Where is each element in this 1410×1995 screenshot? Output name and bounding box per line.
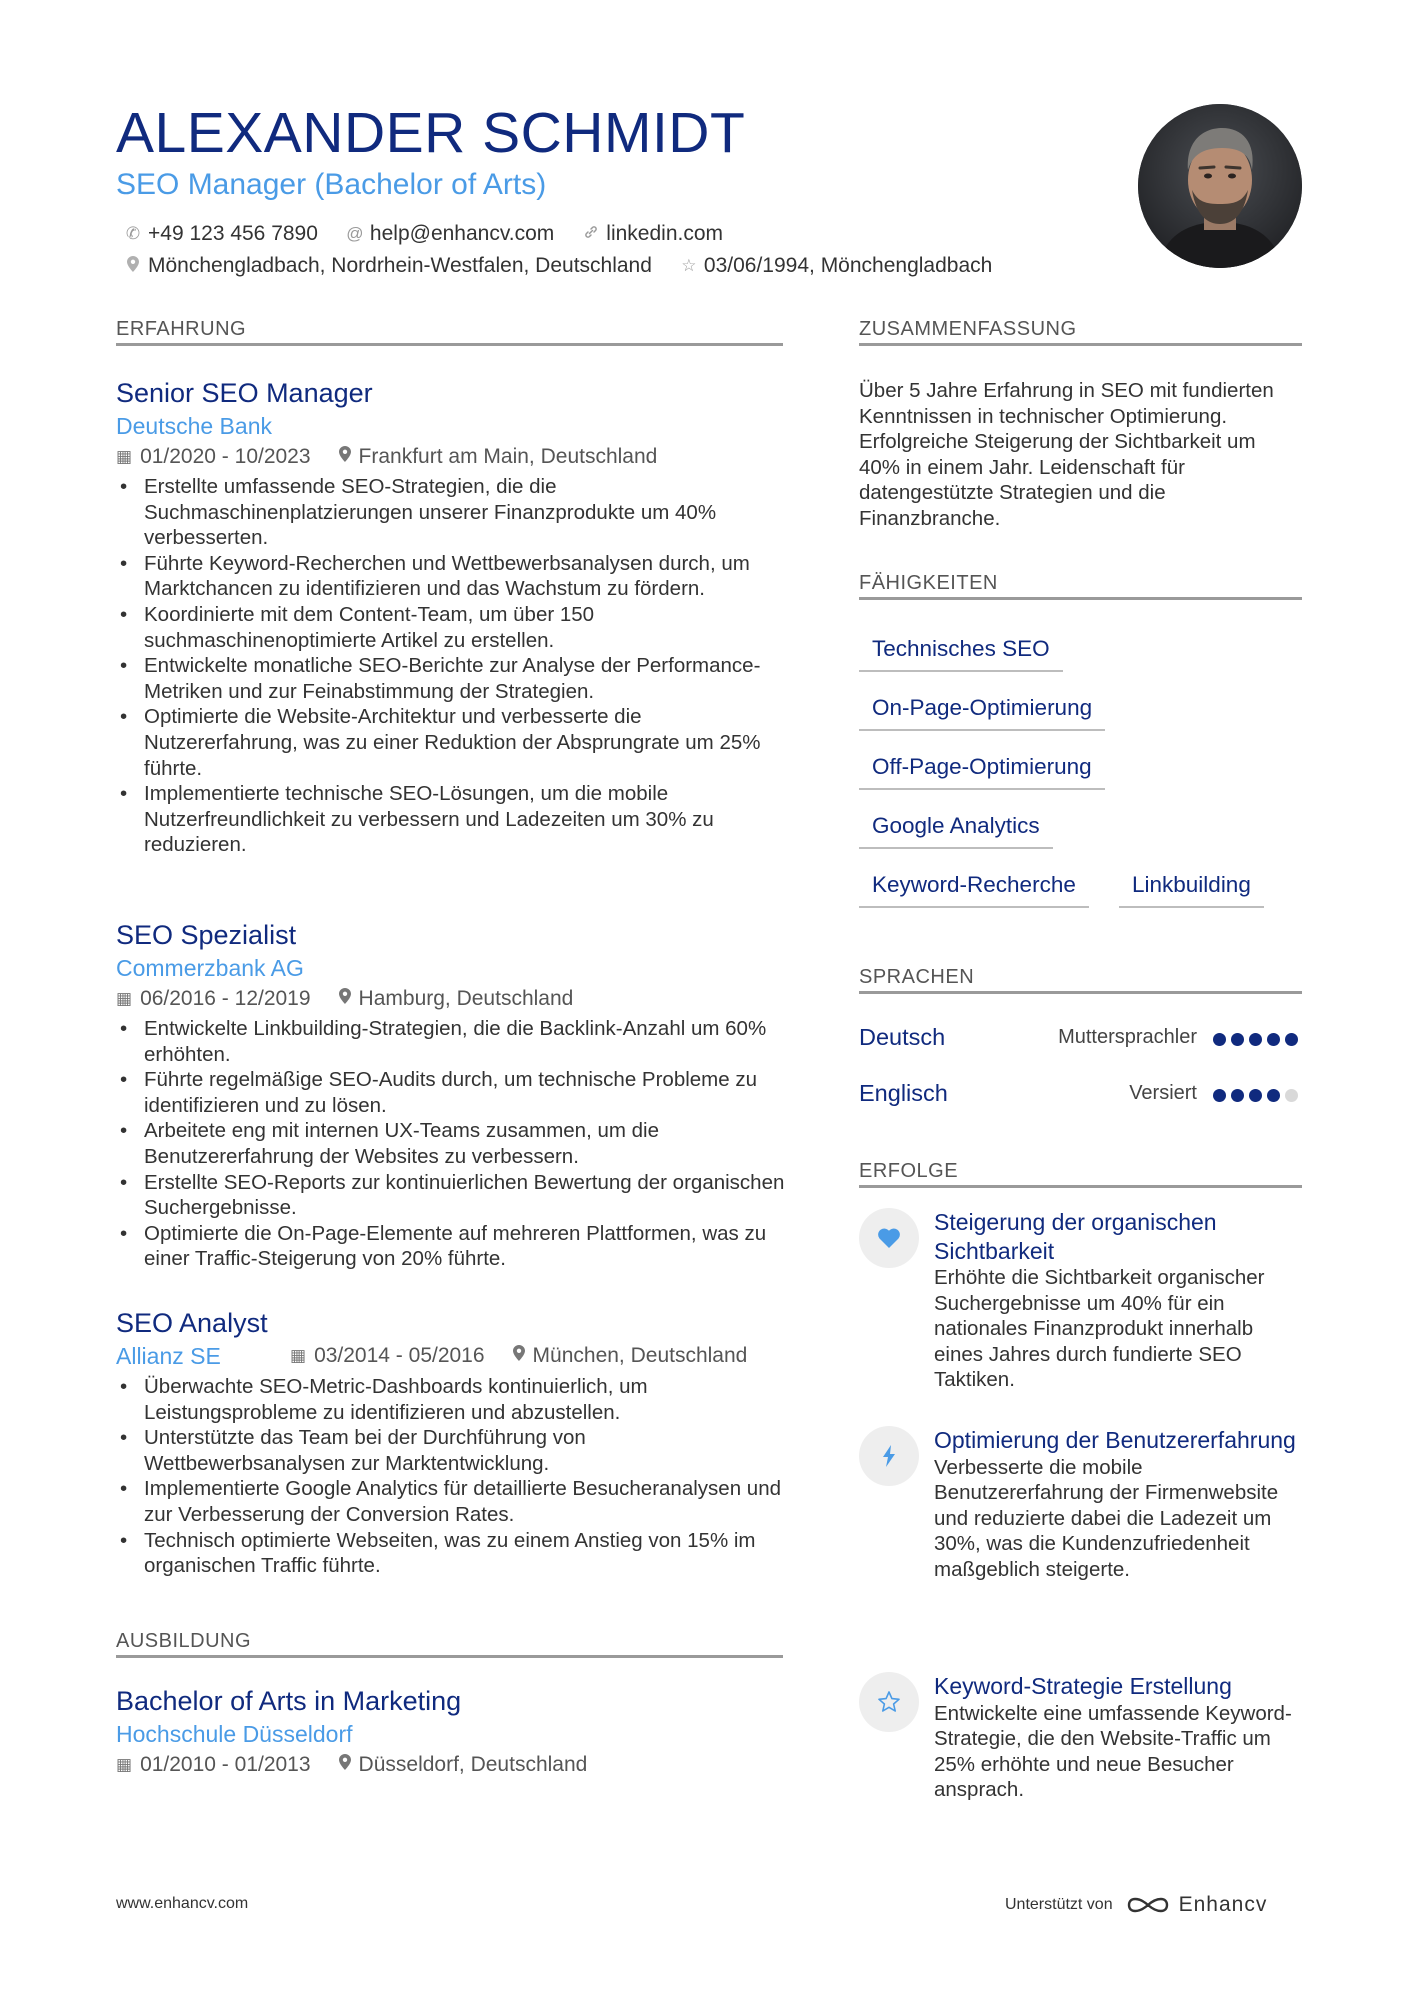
map-pin-icon <box>339 1750 351 1780</box>
linkedin-text[interactable]: linkedin.com <box>606 222 724 245</box>
email-text[interactable]: help@enhancv.com <box>369 222 555 245</box>
rating-dot <box>1267 1033 1280 1046</box>
job-dates: 06/2016 - 12/2019 <box>140 987 311 1010</box>
email-item[interactable] <box>346 222 554 246</box>
bullet-item: • Arbeitete eng mit internen UX-Teams zusammen, um die Benutzererfahrung der Websites zu verbessern. <box>144 1118 788 1169</box>
achievement-desc: Verbesserte die mobile Benutzererfahrung der Firmenwebsite und reduzierte dabei die Ladezeit um 30%, was die Kundenzufriedenheit maßgeblich steigerte. <box>934 1455 1279 1581</box>
education-dates: 01/2010 - 01/2013 <box>140 1753 311 1776</box>
job-title: SEO Analyst <box>116 1308 268 1338</box>
bullet-item: • Erstellte umfassende SEO-Strategien, die die Suchmaschinenplatzierungen unserer Finanzprodukte um 40% verbesserten. <box>144 474 788 551</box>
job-bullets <box>116 474 788 858</box>
bullet-item: • Überwachte SEO-Metric-Dashboards kontinuierlich, um Leistungsprobleme zu identifizieren und abzustellen. <box>144 1374 788 1425</box>
link-icon <box>582 224 600 245</box>
calendar-icon: ▦ <box>290 1346 307 1365</box>
language-name: Englisch <box>859 1080 948 1106</box>
achievement-title: Steigerung der organischen Sichtbarkeit <box>934 1209 1217 1264</box>
map-pin-icon <box>339 984 351 1014</box>
job-title: SEO Spezialist <box>116 920 297 950</box>
job-entry <box>116 918 788 1272</box>
job-entry <box>116 1306 788 1579</box>
heart-icon <box>859 1208 919 1268</box>
job-meta <box>116 984 788 1014</box>
map-pin-icon <box>339 442 351 472</box>
skill-tag: Off-Page-Optimierung <box>859 752 1105 790</box>
bullet-item: • Optimierte die Website-Architektur und verbesserte die Nutzererfahrung, was zu einer Reduktion der Absprungrate um 25% führte. <box>144 704 788 781</box>
section-title-summary: ZUSAMMENFASSUNG <box>859 318 1302 346</box>
linkedin-item[interactable] <box>582 222 723 246</box>
phone-text: +49 123 456 7890 <box>148 222 318 245</box>
bullet-item: • Entwickelte Linkbuilding-Strategien, die die Backlink-Anzahl um 60% erhöhten. <box>144 1016 788 1067</box>
contact-row-2 <box>124 254 1020 278</box>
rating-dot <box>1213 1033 1226 1046</box>
at-icon: @ <box>346 224 364 243</box>
achievement-item <box>934 1672 1306 1803</box>
section-title-achievements: ERFOLGE <box>859 1160 1302 1188</box>
education-entry <box>116 1684 788 1780</box>
job-bullets <box>116 1016 788 1272</box>
bullet-item: • Implementierte Google Analytics für detaillierte Besucheranalysen und zur Verbesserung der Conversion Rates. <box>144 1476 788 1527</box>
phone-icon: ✆ <box>125 224 141 243</box>
language-name: Deutsch <box>859 1024 946 1050</box>
job-dates: 03/2014 - 05/2016 <box>314 1344 485 1367</box>
skill-tag: Technisches SEO <box>859 634 1063 672</box>
school-name: Hochschule Düsseldorf <box>116 1721 353 1747</box>
skill-tag: Google Analytics <box>859 811 1053 849</box>
language-rating <box>1213 1089 1303 1102</box>
contact-row-1 <box>124 222 751 246</box>
education-meta <box>116 1750 788 1780</box>
rating-dot <box>1285 1033 1298 1046</box>
star-icon: ☆ <box>681 256 697 275</box>
skill-tag: Keyword-Recherche <box>859 870 1089 908</box>
company-name: Commerzbank AG <box>116 955 304 981</box>
bullet-item: • Implementierte technische SEO-Lösungen, um die mobile Nutzerfreundlichkeit zu verbessern und Ladezeiten um 30% zu reduzieren. <box>144 781 788 858</box>
candidate-name: ALEXANDER SCHMIDT <box>116 101 746 165</box>
degree-title: Bachelor of Arts in Marketing <box>116 1686 462 1716</box>
job-location: Frankfurt am Main, Deutschland <box>358 445 658 468</box>
rating-dot <box>1285 1089 1298 1102</box>
language-level: Versiert <box>1129 1082 1197 1104</box>
bullet-item: • Unterstützte das Team bei der Durchführung von Wettbewerbsanalysen zur Marktentwicklung. <box>144 1425 788 1476</box>
map-pin-icon <box>124 256 142 277</box>
company-name: Allianz SE <box>116 1343 221 1369</box>
profile-photo <box>1138 104 1302 268</box>
job-meta <box>116 1340 788 1372</box>
location-text: Mönchengladbach, Nordrhein-Westfalen, Deutschland <box>148 254 652 277</box>
language-level: Muttersprachler <box>1058 1026 1197 1048</box>
job-dates: 01/2020 - 10/2023 <box>140 445 311 468</box>
education-location: Düsseldorf, Deutschland <box>358 1753 588 1776</box>
footer-branding <box>1005 1893 1267 1917</box>
achievement-title: Optimierung der Benutzererfahrung <box>934 1427 1296 1453</box>
section-title-languages: SPRACHEN <box>859 966 1302 994</box>
brand-name: Enhancv <box>1178 1893 1268 1916</box>
rating-dot <box>1249 1033 1262 1046</box>
bullet-item: • Koordinierte mit dem Content-Team, um über 150 suchmaschinenoptimierte Artikel zu erstellen. <box>144 602 788 653</box>
summary-text: Über 5 Jahre Erfahrung in SEO mit fundierten Kenntnissen in technischer Optimierung. Erfolgreiche Steigerung der Sichtbarkeit um 40% in einem Jahr. Leidenschaft für datengestützte Strategien und die Finanzbranche. <box>859 379 1274 530</box>
section-title-experience: ERFAHRUNG <box>116 318 783 346</box>
location-item <box>124 254 652 278</box>
skill-tag: Linkbuilding <box>1119 870 1264 908</box>
bullet-item: • Führte Keyword-Recherchen und Wettbewerbsanalysen durch, um Marktchancen zu identifizieren und das Wachstum zu fördern. <box>144 551 788 602</box>
job-title: Senior SEO Manager <box>116 378 373 408</box>
achievement-desc: Erhöhte die Sichtbarkeit organischer Suchergebnisse um 40% für ein nationales Finanzprodukt innerhalb eines Jahres durch fundierte SEO Taktiken. <box>934 1266 1265 1392</box>
job-location: München, Deutschland <box>532 1344 748 1367</box>
achievement-desc: Entwickelte eine umfassende Keyword-Strategie, die den Website-Traffic um 25% erhöhte und neue Besucher ansprach. <box>934 1701 1292 1802</box>
job-meta <box>116 442 788 472</box>
bullet-item: • Optimierte die On-Page-Elemente auf mehreren Plattformen, was zu einer Traffic-Steigerung von 20% führte. <box>144 1221 788 1272</box>
enhancv-logo-icon <box>1125 1894 1171 1916</box>
bolt-icon <box>859 1426 919 1486</box>
calendar-icon: ▦ <box>116 1755 133 1774</box>
star-icon <box>859 1672 919 1732</box>
phone-item <box>124 222 318 246</box>
powered-by-text: Unterstützt von <box>1005 1896 1113 1913</box>
rating-dot <box>1231 1089 1244 1102</box>
footer-website[interactable]: www.enhancv.com <box>116 1895 249 1912</box>
language-rating <box>1213 1033 1303 1046</box>
bullet-item: • Führte regelmäßige SEO-Audits durch, um technische Probleme zu identifizieren und zu lösen. <box>144 1067 788 1118</box>
birth-item <box>680 254 992 278</box>
job-location: Hamburg, Deutschland <box>358 987 574 1010</box>
achievement-item <box>934 1208 1306 1393</box>
achievement-title: Keyword-Strategie Erstellung <box>934 1673 1232 1699</box>
calendar-icon: ▦ <box>116 989 133 1008</box>
section-title-education: AUSBILDUNG <box>116 1630 783 1658</box>
rating-dot <box>1231 1033 1244 1046</box>
birth-text: 03/06/1994, Mönchengladbach <box>703 254 993 277</box>
achievement-item <box>934 1426 1306 1582</box>
skill-tag: On-Page-Optimierung <box>859 693 1105 731</box>
section-title-skills: FÄHIGKEITEN <box>859 572 1302 600</box>
rating-dot <box>1267 1089 1280 1102</box>
map-pin-icon <box>513 1341 525 1371</box>
bullet-item: • Entwickelte monatliche SEO-Berichte zur Analyse der Performance-Metriken und zur Feinabstimmung der Strategien. <box>144 653 788 704</box>
job-entry <box>116 376 788 858</box>
candidate-headline: SEO Manager (Bachelor of Arts) <box>116 168 547 201</box>
company-name: Deutsche Bank <box>116 413 272 439</box>
rating-dot <box>1213 1089 1226 1102</box>
bullet-item: • Technisch optimierte Webseiten, was zu einem Anstieg von 15% im organischen Traffic führte. <box>144 1528 788 1579</box>
rating-dot <box>1249 1089 1262 1102</box>
calendar-icon: ▦ <box>116 447 133 466</box>
avatar <box>1138 104 1302 268</box>
bullet-item: • Erstellte SEO-Reports zur kontinuierlichen Bewertung der organischen Suchergebnisse. <box>144 1170 788 1221</box>
job-bullets <box>116 1374 788 1579</box>
